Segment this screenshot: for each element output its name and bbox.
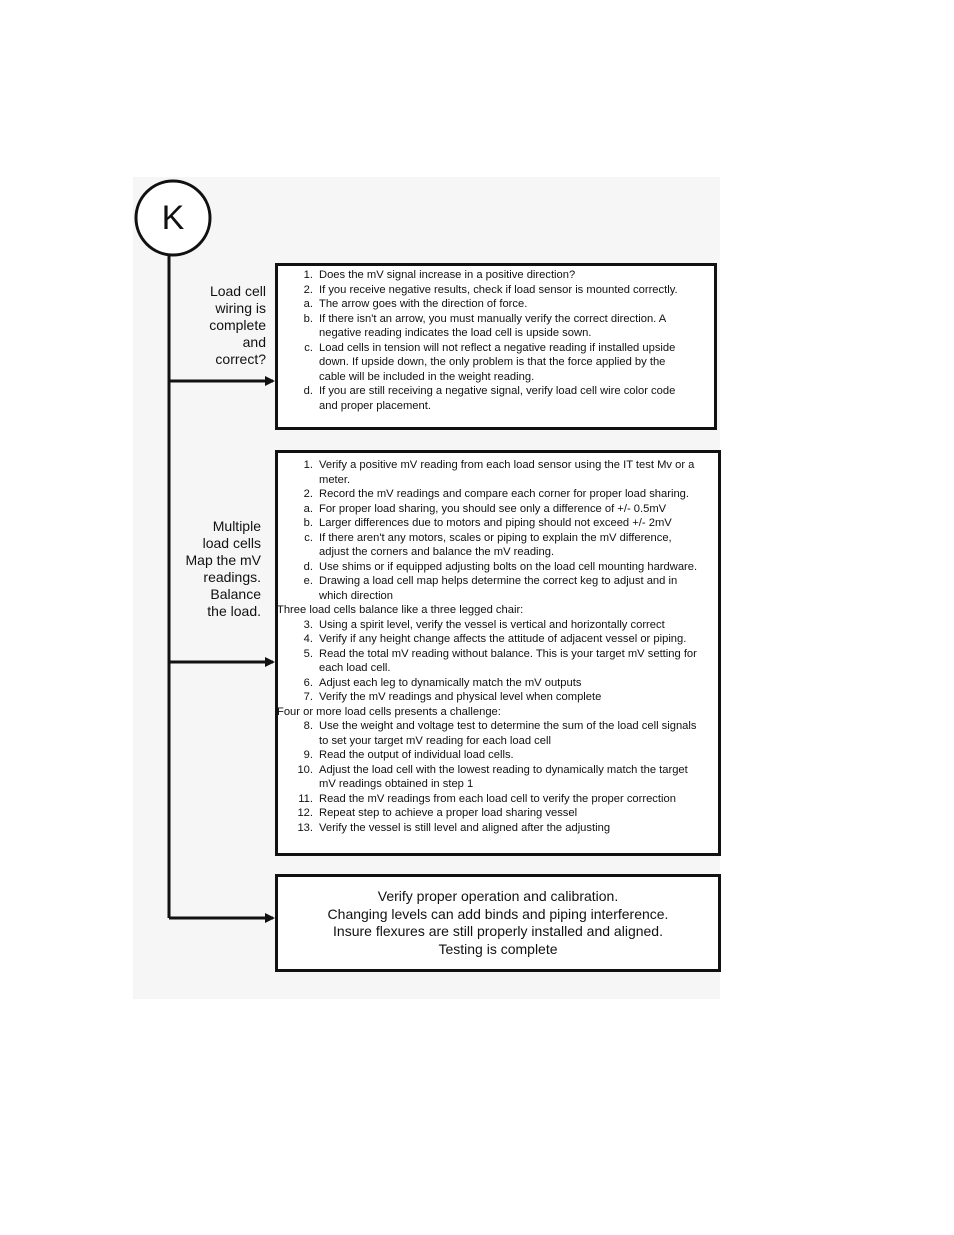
section-heading: Four or more load cells presents a challenge:: [277, 705, 501, 718]
list-item-marker: 3.: [303, 618, 313, 631]
list-item-text: Drawing a load cell map helps determine the correct keg to adjust and in: [319, 575, 678, 587]
list-item-text: to set your target mV reading for each load cell: [319, 734, 551, 747]
list-item-text: Verify a positive mV reading from each load sensor using the IT test Mv or a: [319, 459, 695, 471]
list-item: [278, 748, 718, 763]
list-item-marker: c.: [304, 341, 313, 354]
list-item-text: Larger differences due to motors and piping should not exceed +/- 2mV: [319, 517, 672, 529]
list-item-text: Repeat step to achieve a proper load sharing vessel: [319, 807, 578, 819]
list-item-text: Verify the mV readings and physical level when complete: [319, 691, 602, 703]
list-item-text: Read the output of individual load cells.: [319, 749, 514, 761]
list-item-marker: 8.: [303, 720, 313, 732]
start-connector-label: K: [161, 198, 185, 237]
question-line: load cells: [202, 535, 261, 551]
question-line: wiring is: [215, 300, 266, 316]
list-item-text: The arrow goes with the direction of force.: [319, 298, 528, 310]
question-line: readings.: [203, 569, 261, 585]
list-item: [278, 763, 718, 792]
final-step-line: Changing levels can add binds and piping interference.: [327, 905, 669, 922]
list-item: [278, 458, 718, 487]
list-item: [278, 312, 714, 341]
list-item: [278, 384, 714, 413]
list-item-marker: 11.: [298, 792, 313, 805]
list-item: [278, 676, 718, 691]
step2-box: [275, 450, 721, 856]
list-item-marker: 6.: [303, 676, 313, 689]
list-item-marker: d.: [303, 560, 313, 573]
list-item-text: meter.: [319, 473, 351, 486]
list-item-marker: 10.: [297, 763, 313, 776]
list-item-text: If there isn't an arrow, you must manually verify the correct direction. A: [319, 312, 667, 325]
list-item: [278, 632, 718, 647]
list-item-marker: 2.: [303, 283, 313, 296]
list-item-marker: e.: [303, 575, 313, 587]
step3-box: [275, 874, 721, 972]
list-item-text: Does the mV signal increase in a positive direction?: [319, 269, 576, 281]
step1-question: [180, 283, 266, 368]
question-line: correct?: [215, 351, 266, 367]
list-item: [278, 618, 718, 633]
list-item: [278, 516, 718, 531]
section-heading: Three load cells balance like a three legged chair:: [277, 604, 524, 616]
question-line: Balance: [210, 586, 261, 602]
list-item: [278, 647, 718, 676]
list-item-text: If there aren't any motors, scales or piping to explain the mV difference,: [319, 531, 672, 544]
list-item-text: Verify the vessel is still level and aligned after the adjusting: [319, 821, 611, 834]
list-item-marker: 13.: [297, 821, 313, 834]
question-line: the load.: [207, 603, 261, 619]
list-item-text: Adjust each leg to dynamically match the mV outputs: [319, 676, 582, 689]
question-line: Map the mV: [185, 552, 261, 568]
list-item-marker: 12.: [297, 807, 313, 819]
list-item-text: Adjust the load cell with the lowest reading to dynamically match the target: [319, 763, 688, 776]
list-item-text: adjust the corners and balance the mV reading.: [319, 546, 555, 558]
list-item-text: Load cells in tension will not reflect a negative reading if installed upside: [319, 341, 676, 354]
list-item: [278, 705, 718, 720]
list-item-marker: b.: [303, 517, 313, 529]
list-item: [278, 690, 718, 705]
final-step-line: Verify proper operation and calibration.: [377, 888, 619, 904]
list-item-text: Verify if any height change affects the attitude of adjacent vessel or piping.: [319, 633, 687, 645]
list-item-text: Read the total mV reading without balance. This is your target mV setting for: [319, 647, 697, 660]
list-item-marker: b.: [303, 312, 313, 325]
list-item-marker: 7.: [303, 691, 313, 703]
list-item-marker: c.: [304, 531, 313, 544]
list-item-marker: 4.: [303, 633, 313, 645]
list-item: [278, 297, 714, 312]
list-item: [278, 821, 718, 836]
list-item-marker: a.: [303, 298, 313, 310]
list-item: [278, 531, 718, 560]
step1-box: [275, 263, 717, 430]
list-item-marker: 2.: [303, 488, 313, 500]
list-item-text: and proper placement.: [319, 399, 431, 412]
list-item-text: Read the mV readings from each load cell to verify the proper correction: [319, 792, 676, 805]
list-item: [278, 268, 714, 283]
list-item-marker: 1.: [303, 269, 313, 281]
list-item-marker: 9.: [303, 749, 313, 761]
list-item-text: Use shims or if equipped adjusting bolts on the load cell mounting hardware.: [319, 560, 698, 573]
list-item: [278, 560, 718, 575]
list-item-text: If you receive negative results, check if load sensor is mounted correctly.: [319, 283, 678, 296]
question-line: Load cell: [209, 283, 266, 299]
list-item: [278, 502, 718, 517]
question-line: and: [242, 334, 266, 350]
list-item-text: negative reading indicates the load cell is upside sown.: [319, 327, 592, 339]
list-item: [278, 719, 718, 748]
list-item: [278, 574, 718, 603]
list-item: [278, 283, 714, 298]
list-item-text: which direction: [319, 589, 393, 602]
list-item-marker: 1.: [303, 459, 313, 471]
list-item: [278, 341, 714, 385]
list-item: [278, 603, 718, 618]
list-item-marker: d.: [303, 385, 313, 397]
list-item-marker: 5.: [303, 647, 313, 660]
list-item-text: Use the weight and voltage test to determine the sum of the load cell signals: [319, 720, 697, 732]
list-item-text: For proper load sharing, you should see only a difference of +/- 0.5mV: [319, 502, 667, 515]
list-item-marker: a.: [303, 502, 313, 515]
list-item: [278, 487, 718, 502]
final-step-line: Testing is complete: [438, 940, 558, 957]
list-item-text: down. If upside down, the only problem is that the force applied by the: [319, 356, 666, 368]
list-item: [278, 806, 718, 821]
list-item-text: each load cell.: [319, 662, 391, 674]
list-item-text: mV readings obtained in step 1: [319, 778, 474, 790]
question-line: complete: [209, 317, 266, 333]
list-item-text: Using a spirit level, verify the vessel is vertical and horizontally correct: [319, 618, 665, 631]
list-item-text: If you are still receiving a negative signal, verify load cell wire color code: [319, 385, 676, 397]
question-line: Multiple: [212, 518, 261, 534]
step2-question: [180, 518, 261, 620]
list-item: [278, 792, 718, 807]
list-item-text: cable will be included in the weight reading.: [319, 370, 535, 383]
final-step-line: Insure flexures are still properly installed and aligned.: [333, 923, 663, 939]
list-item-text: Record the mV readings and compare each corner for proper load sharing.: [319, 488, 690, 500]
